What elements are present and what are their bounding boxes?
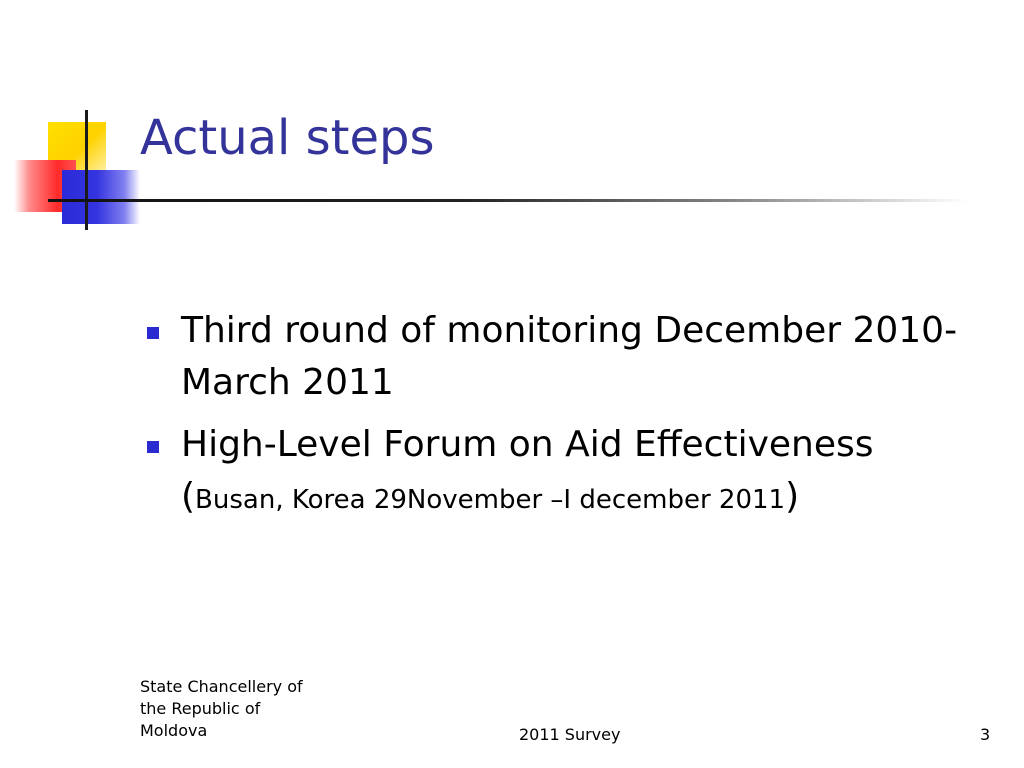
slide-title: Actual steps — [140, 110, 435, 166]
square-bullet-icon — [147, 327, 159, 339]
blue-square — [62, 170, 140, 224]
footer-organization — [140, 676, 340, 742]
bullet-subtext: Busan, Korea 29November –I december 2011 — [195, 485, 786, 515]
bullet-paren-close: ) — [785, 476, 800, 517]
footer-org-line: Moldova — [140, 721, 208, 740]
bullet-item — [145, 419, 985, 526]
page-number: 3 — [980, 725, 991, 744]
bullet-item — [145, 305, 985, 409]
bullet-text: Third round of monitoring December 2010-March 2011 — [181, 310, 958, 403]
bullet-list — [145, 305, 985, 536]
footer-org-line: the Republic of — [140, 699, 261, 718]
footer-center-text: 2011 Survey — [519, 725, 621, 744]
footer-org-line: State Chancellery of — [140, 677, 303, 696]
square-bullet-icon — [147, 441, 159, 453]
vertical-divider-line — [85, 110, 88, 230]
bullet-text: High-Level Forum on Aid Effectiveness — [181, 424, 874, 465]
decorative-squares-logo — [0, 0, 150, 240]
title-underline — [48, 199, 968, 202]
bullet-paren-open: ( — [181, 476, 196, 517]
